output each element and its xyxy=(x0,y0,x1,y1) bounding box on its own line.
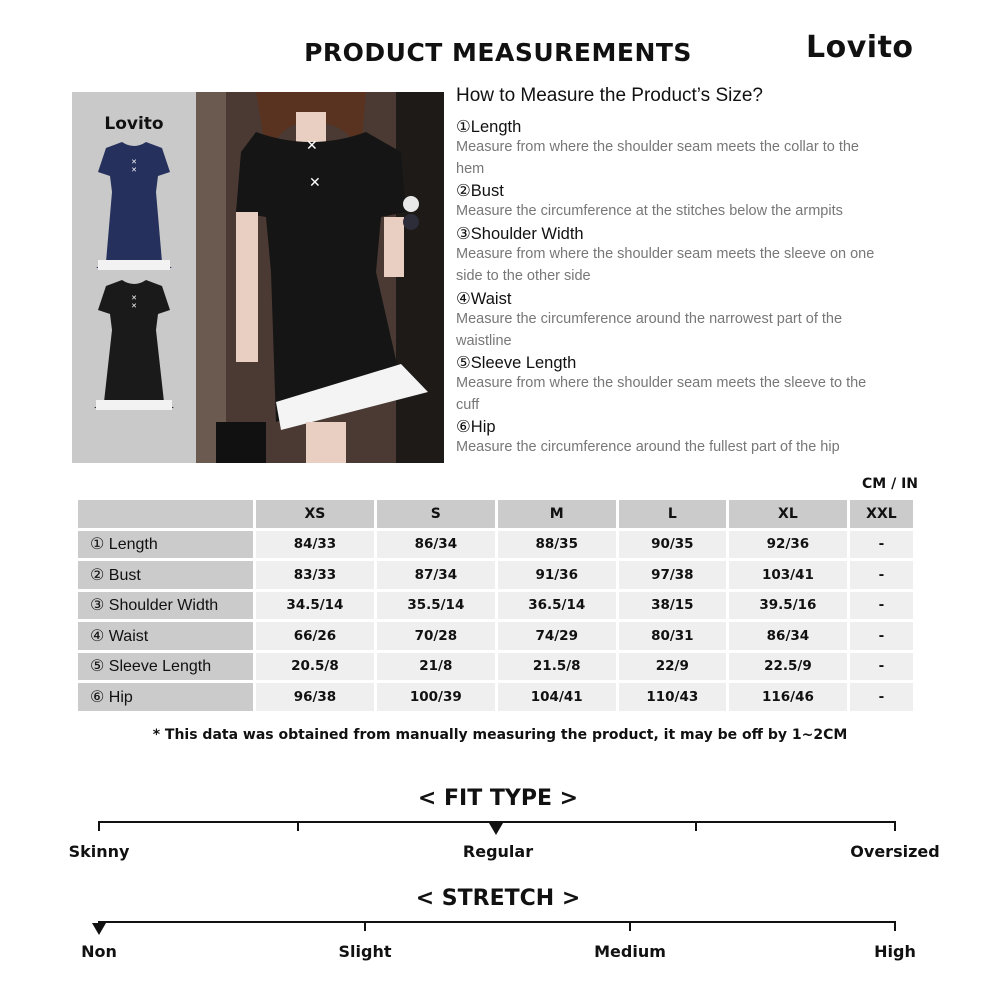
page-title: PRODUCT MEASUREMENTS xyxy=(304,38,692,67)
measure-item-shoulder-width: ③Shoulder Width Measure from where the shoulder seam meets the sleeve on one side to the other side xyxy=(456,225,875,284)
row-label: ② Bust xyxy=(78,561,253,589)
table-row xyxy=(78,531,913,559)
column-header: XL xyxy=(729,500,847,528)
column-header: L xyxy=(619,500,726,528)
table-cell: 83/33 xyxy=(256,561,374,589)
table-cell: 116/46 xyxy=(729,683,847,711)
table-cell: - xyxy=(850,683,913,711)
svg-text:✕: ✕ xyxy=(309,175,321,191)
table-row xyxy=(78,653,913,681)
svg-text:✕: ✕ xyxy=(306,138,318,154)
fit-type-title: < FIT TYPE > xyxy=(417,786,579,811)
stretch-label-medium: Medium xyxy=(594,942,666,961)
svg-text:✕: ✕ xyxy=(131,166,137,174)
table-cell: 104/41 xyxy=(498,683,616,711)
table-cell: 92/36 xyxy=(729,531,847,559)
model-dress-illustration xyxy=(196,92,444,463)
table-cell: 20.5/8 xyxy=(256,653,374,681)
table-cell: - xyxy=(850,592,913,620)
stretch-label-slight: Slight xyxy=(338,942,392,961)
fit-type-label-regular: Regular xyxy=(462,842,534,861)
svg-text:✕: ✕ xyxy=(131,294,137,302)
row-label: ⑤ Sleeve Length xyxy=(78,653,253,681)
table-cell: 90/35 xyxy=(619,531,726,559)
stretch-tick xyxy=(629,921,631,931)
table-cell: 35.5/14 xyxy=(377,592,495,620)
table-cell: 88/35 xyxy=(498,531,616,559)
table-cell: 103/41 xyxy=(729,561,847,589)
column-header: XXL xyxy=(850,500,913,528)
how-to-measure-title: How to Measure the Product’s Size? xyxy=(456,85,763,106)
table-corner-cell xyxy=(78,500,253,528)
stretch-label-non: Non xyxy=(81,942,117,961)
row-label: ③ Shoulder Width xyxy=(78,592,253,620)
table-cell: 74/29 xyxy=(498,622,616,650)
dress-thumbnails xyxy=(72,92,196,463)
fit-type-tick xyxy=(297,821,299,831)
table-cell: 70/28 xyxy=(377,622,495,650)
brand-logo: Lovito xyxy=(806,30,914,65)
table-cell: 86/34 xyxy=(729,622,847,650)
image-brand-label: Lovito xyxy=(104,114,164,134)
row-label: ⑥ Hip xyxy=(78,683,253,711)
table-cell: - xyxy=(850,622,913,650)
table-cell: 22/9 xyxy=(619,653,726,681)
table-cell: 86/34 xyxy=(377,531,495,559)
fit-type-label-oversized: Oversized xyxy=(850,842,940,861)
table-cell: 38/15 xyxy=(619,592,726,620)
column-header: M xyxy=(498,500,616,528)
table-cell: 21.5/8 xyxy=(498,653,616,681)
stretch-tick xyxy=(894,921,896,931)
measure-item-length: ①Length Measure from where the shoulder seam meets the collar to the hem xyxy=(456,118,859,177)
fit-type-tick xyxy=(894,821,896,831)
measure-item-waist: ④Waist Measure the circumference around the narrowest part of the waistline xyxy=(456,290,843,349)
table-cell: 80/31 xyxy=(619,622,726,650)
unit-label: CM / IN xyxy=(862,476,918,492)
table-cell: 97/38 xyxy=(619,561,726,589)
stretch-tick xyxy=(364,921,366,931)
navy-dress-icon xyxy=(96,142,172,270)
fit-type-pointer-icon xyxy=(489,823,503,835)
fit-type-tick xyxy=(98,821,100,831)
black-dress-icon xyxy=(94,280,174,410)
row-label: ④ Waist xyxy=(78,622,253,650)
measure-item-hip: ⑥Hip Measure the circumference around the fullest part of the hip xyxy=(456,418,840,455)
svg-text:✕: ✕ xyxy=(131,158,137,166)
measure-item-sleeve-length: ⑤Sleeve Length Measure from where the shoulder seam meets the sleeve to the cuff xyxy=(456,354,867,413)
row-label: ① Length xyxy=(78,531,253,559)
svg-text:✕: ✕ xyxy=(131,302,137,310)
table-row xyxy=(78,561,913,589)
column-header: S xyxy=(377,500,495,528)
table-row xyxy=(78,622,913,650)
fit-type-tick xyxy=(695,821,697,831)
table-cell: 110/43 xyxy=(619,683,726,711)
table-cell: - xyxy=(850,653,913,681)
stretch-scale-line xyxy=(98,921,896,923)
table-cell: 87/34 xyxy=(377,561,495,589)
table-header-row xyxy=(78,500,913,528)
table-cell: 36.5/14 xyxy=(498,592,616,620)
table-cell: 39.5/16 xyxy=(729,592,847,620)
size-table xyxy=(75,497,916,714)
column-header: XS xyxy=(256,500,374,528)
table-cell: 66/26 xyxy=(256,622,374,650)
table-cell: 21/8 xyxy=(377,653,495,681)
model-photo xyxy=(196,92,444,463)
table-cell: - xyxy=(850,531,913,559)
table-cell: 91/36 xyxy=(498,561,616,589)
stretch-label-high: High xyxy=(874,942,916,961)
measure-item-bust: ②Bust Measure the circumference at the stitches below the armpits xyxy=(456,182,843,219)
fit-type-label-skinny: Skinny xyxy=(68,842,130,861)
table-cell: - xyxy=(850,561,913,589)
table-cell: 100/39 xyxy=(377,683,495,711)
stretch-title: < STRETCH > xyxy=(415,886,581,911)
stretch-pointer-icon xyxy=(92,923,106,935)
table-row xyxy=(78,683,913,711)
table-cell: 34.5/14 xyxy=(256,592,374,620)
measurement-note: * This data was obtained from manually measuring the product, it may be off by 1~2CM xyxy=(152,727,848,743)
table-cell: 22.5/9 xyxy=(729,653,847,681)
table-cell: 96/38 xyxy=(256,683,374,711)
table-row xyxy=(78,592,913,620)
color-variants-image xyxy=(72,92,196,463)
table-cell: 84/33 xyxy=(256,531,374,559)
